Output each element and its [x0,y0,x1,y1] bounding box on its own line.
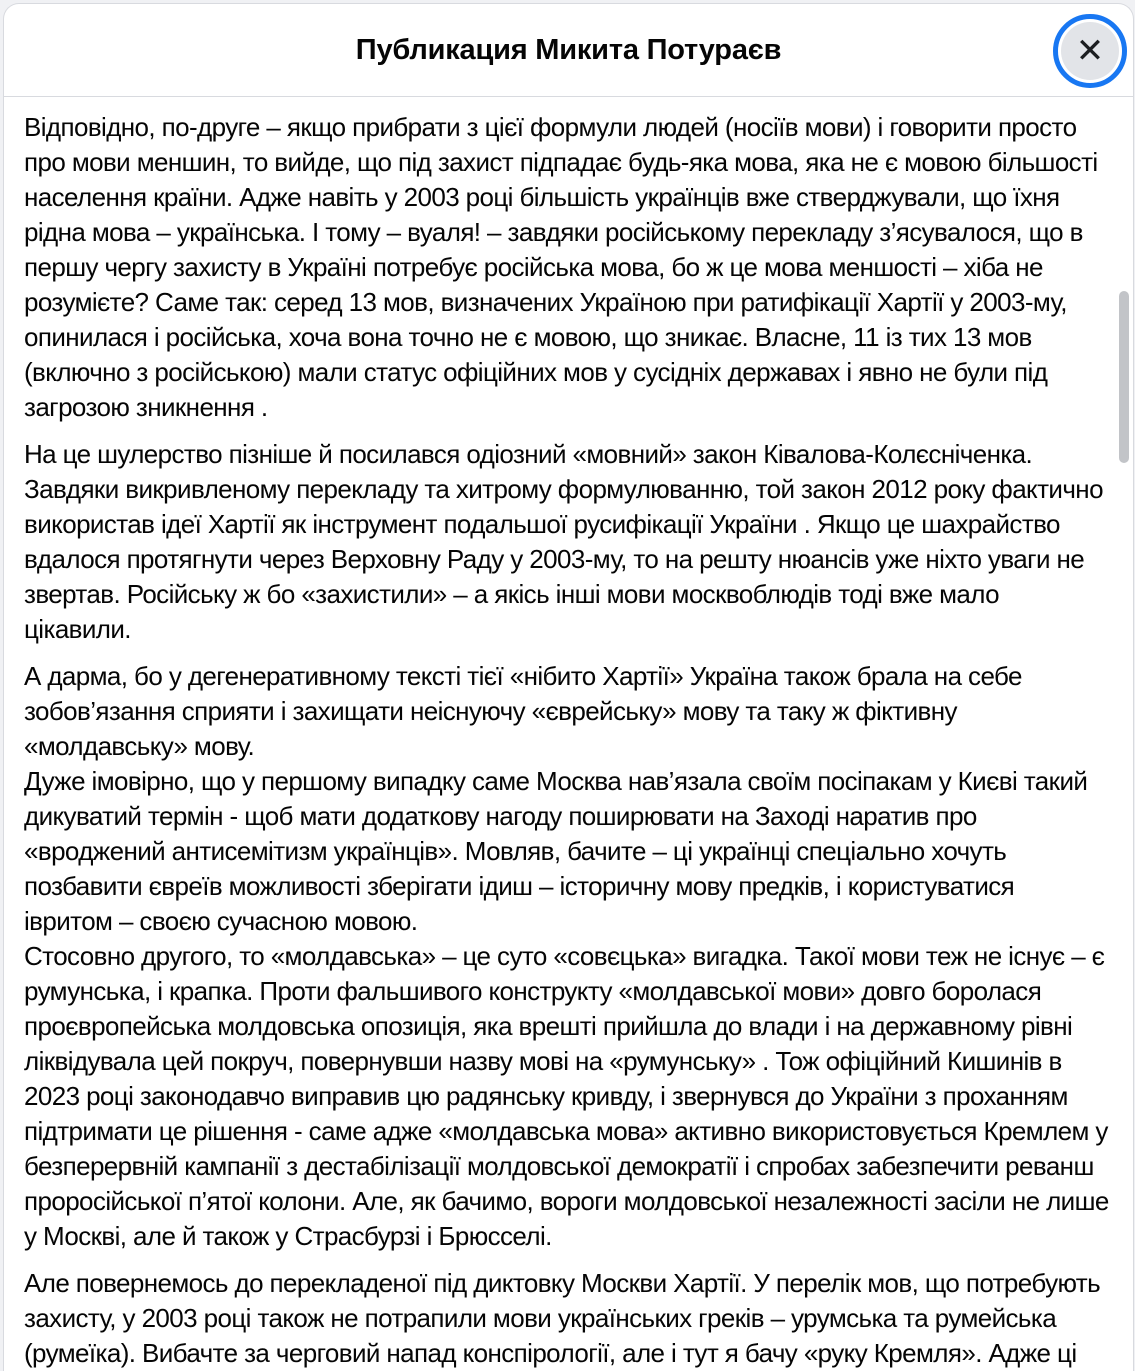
post-modal [3,3,1134,1371]
post-content [4,97,1133,1371]
post-paragraph-5: Стосовно другого, то «молдавська» – це суто «совєцька» вигадка. Такої мови теж не існує – є румунська, і крапка. Проти фальшивого конструкту «молдавської мови» довго боролася проєвропейська молдовська опозиція, яка врешті прийшла до влади і на державному рівні ліквідувала цей покруч, повернувши назву мові на «румунську» . Тож офіційний Кишинів в 2023 році законодавчо виправив цю радянську кривду, і звернувся до України з проханням підтримати це рішення - саме адже «молдавська мова» активно використовується Кремлем у безперервній кампанії з дестабілізації молдовської демократії і спробах забезпечити реванш проросійської п’ятої колони. Але, як бачимо, вороги молдовської незалежності засіли не лише у Москві, але й також у Страсбурзі і Брюсселі. [24,941,1109,1251]
post-paragraph-4: Дуже імовірно, що у першому випадку саме Москва нав’язала своїм посіпакам у Києві такий дикуватий термін - щоб мати додаткову нагоду поширювати на Заході наратив про «вроджений антисемітизм українців». Мовляв, бачите – ці українці спеціально хочуть позбавити євреїв можливості зберігати ідиш – історичну мову предків, і користуватися івритом – своєю сучасною мовою. [24,766,1088,936]
post-paragraph-2: На це шулерство пізніше й посилався одіозний «мовний» закон Ківалова-Колєсніченка. Завдяки викривленому перекладу та хитрому формулюванню, той закон 2012 року фактично використав ідеї Хартії як інструмент подальшої русифікації України . Якщо це шахрайство вдалося протягнути через Верховну Раду у 2003-му, то на решту нюансів уже ніхто уваги не звертав. Російську ж бо «захистили» – а якісь інші мови москвоблюдів тоді вже мало цікавили. [24,439,1103,644]
scrollbar-thumb[interactable] [1119,291,1129,463]
post-paragraph-3: А дарма, бо у дегенеративному тексті тієї «нібито Хартії» Україна також брала на себе зобов’язання сприяти і захищати неіснуючу «єврейську» мову та таку ж фіктивну «молдавську» мову. [24,661,1022,761]
close-button[interactable] [1053,14,1127,88]
post-paragraph-1: Відповідно, по-друге – якщо прибрати з цієї формули людей (носіїв мови) і говорити просто про мови меншин, то вийде, що під захист підпадає будь-яка мова, яка не є мовою більшості населення країни. Адже навіть у 2003 році більшість українців вже стверджували, що їхня рідна мова – українська. І тому – вуаля! – завдяки російському перекладу з’ясувалося, що в першу чергу захисту в Україні потребує російська мова, бо ж це мова меншості – хіба не розумієте? Саме так: серед 13 мов, визначених Україною при ратифікації Хартії у 2003-му, опинилася і російська, хоча вона точно не є мовою, що зникає. Власне, 11 із тих 13 мов (включно з російською) мали статус офіційних мов у сусідніх державах і явно не були під загрозою зникнення . [24,112,1098,422]
post-paragraph-6: Але повернемось до перекладеної під диктовку Москви Хартії. У перелік мов, що потребують захисту, у 2003 році також не потрапили мови українських греків – урумська та румейська (румеїка). Вибачте за черговий напад конспірології, але і тут я бачу «руку Кремля». Адже ці [24,1268,1101,1368]
close-icon: ✕ [1061,22,1119,80]
modal-header [4,4,1133,96]
modal-title: Публикация Микита Потураєв [355,33,782,66]
